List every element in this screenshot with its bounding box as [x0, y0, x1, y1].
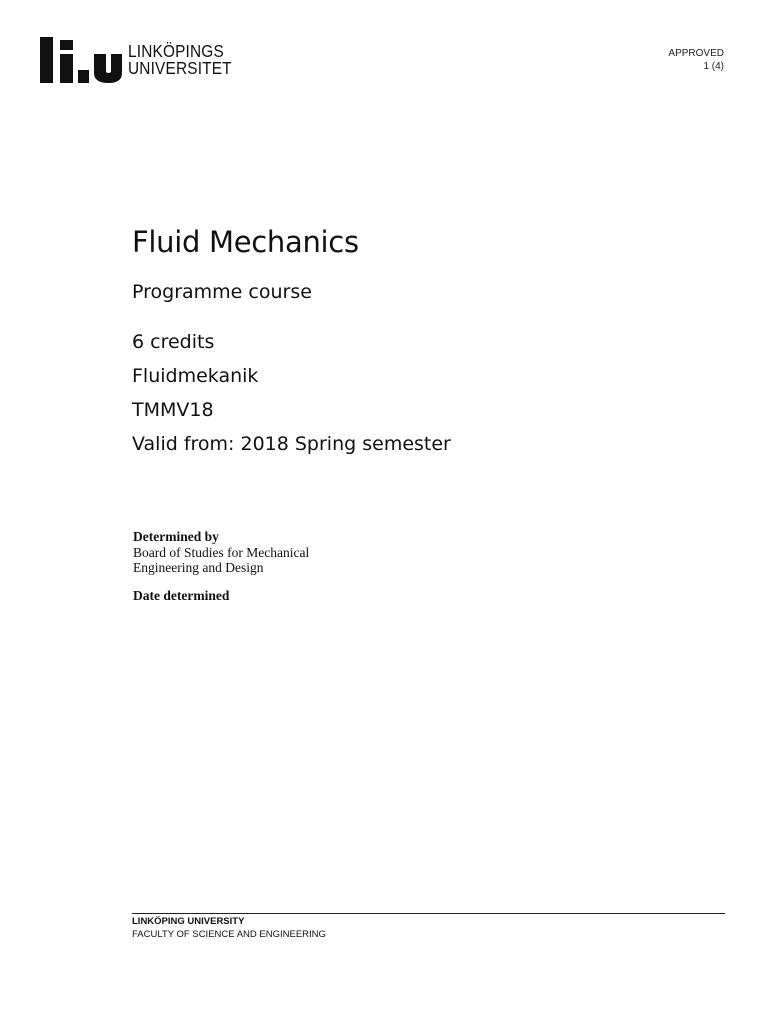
liu-logo-mark-icon — [40, 37, 122, 83]
course-code: TMMV18 — [132, 399, 214, 421]
page-footer — [132, 915, 326, 941]
approval-status: APPROVED — [668, 48, 724, 59]
logo-line-1: LINKÖPINGS — [128, 41, 224, 61]
course-swedish-title: Fluidmekanik — [132, 365, 259, 387]
logo-line-2: UNIVERSITET — [128, 58, 232, 78]
course-meta — [132, 325, 732, 461]
determination-info — [133, 529, 533, 604]
course-summary — [132, 222, 732, 461]
course-type: Programme course — [132, 281, 312, 303]
course-valid-from: Valid from: 2018 Spring semester — [132, 433, 451, 455]
footer-divider — [132, 913, 725, 914]
footer-university: LINKÖPING UNIVERSITY — [132, 916, 245, 927]
course-credits: 6 credits — [132, 331, 215, 353]
determined-by-value: Board of Studies for Mechanical Engineering and Design — [133, 545, 310, 575]
page-title: Fluid Mechanics — [132, 225, 359, 259]
page-indicator: 1 (4) — [703, 61, 724, 72]
document-status — [668, 47, 724, 73]
footer-faculty: FACULTY OF SCIENCE AND ENGINEERING — [132, 929, 326, 940]
determined-by-label: Determined by — [133, 529, 219, 544]
logo-wordmark — [128, 43, 232, 77]
date-determined-label: Date determined — [133, 588, 230, 603]
university-logo — [40, 37, 246, 83]
